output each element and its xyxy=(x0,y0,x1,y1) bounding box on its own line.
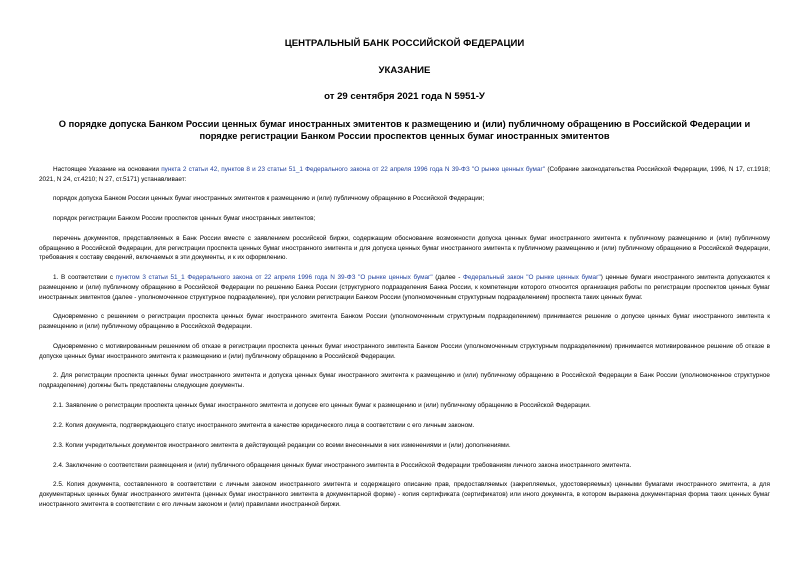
paragraph-2: 2. Для регистрации проспекта ценных бумаг иностранного эмитента и допуска ценных бумаг иностранного эмитента к размещению и (или) публичному обращению в Российской Федерации в Банк России (уполномоченное структурное подразделение) должны быть представлены следующие документы. xyxy=(39,372,770,389)
document-body xyxy=(39,165,770,509)
law-link[interactable]: пункта 2 статьи 42, пунктов 8 и 23 статьи 51_1 Федерального закона от 22 апреля 1996 года N 39-ФЗ "О рынке ценных бумаг" xyxy=(161,166,546,173)
paragraph-2-3: 2.3. Копии учредительных документов иностранного эмитента в действующей редакции со всеми внесенными в них изменениями и (или) дополнениями. xyxy=(53,441,511,449)
paragraph-2-5: 2.5. Копия документа, составленного в соответствии с личным законом иностранного эмитента и содержащего описание прав, предоставляемых (закрепляемых, удостоверяемых) ценными бумагами иностранного эмитента, а для документарных ценных бумаг иностранного эмитента (ценных бумаг иностранного эмитента в документарной форме) - копия сертификата (сертификатов) или иного документа, в котором выражена документарная форма таких ценных бумаг иностранного эмитента в соответствии с его личным законом и (или) правилами иностранной биржи. xyxy=(39,481,770,508)
document-date-number: от 29 сентября 2021 года N 5951-У xyxy=(324,91,485,102)
issuer-heading: ЦЕНТРАЛЬНЫЙ БАНК РОССИЙСКОЙ ФЕДЕРАЦИИ xyxy=(284,38,525,49)
paragraph-preamble xyxy=(39,165,770,184)
document-title: О порядке допуска Банком России ценных бумаг иностранных эмитентов к размещению и (или) публичному обращению в Российской Федерации и порядке регистрации Банком России проспектов ценных бумаг иностранных эмитентов xyxy=(58,119,751,141)
paragraph-2-4: 2.4. Заключение о соответствии размещения и (или) публичного обращения ценных бумаг иностранного эмитента в Российской Федерации требованиям личного закона иностранного эмитента. xyxy=(53,461,632,469)
law-article-link[interactable]: пунктом 3 статьи 51_1 Федерального закона от 22 апреля 1996 года N 39-ФЗ "О рынке ценных бумаг" xyxy=(115,274,433,282)
paragraph-scope-2: порядок регистрации Банком России проспектов ценных бумаг иностранных эмитентов; xyxy=(53,215,316,223)
paragraph-1-refusal: Одновременно с мотивированным решением об отказе в регистрации проспекта ценных бумаг иностранного эмитента Банком России (уполномоченным структурным подразделением) принимается мотивированное решение об отказе в допуске ценных бумаг иностранного эмитента к размещению и (или) публичному обращению в Российской Федерации. xyxy=(39,342,770,360)
document-type: УКАЗАНИЕ xyxy=(378,65,431,76)
paragraph-2-2: 2.2. Копия документа, подтверждающего статус иностранного эмитента в качестве юридического лица в соответствии с его личным законом. xyxy=(53,421,475,429)
paragraph-scope-1: порядок допуска Банком России ценных бумаг иностранных эмитентов к размещению и (или) публичному обращению в Российской Федерации; xyxy=(53,195,485,203)
paragraph-1-text: 1. В соответствии с xyxy=(53,274,116,282)
paragraph-1 xyxy=(39,273,770,302)
paragraph-1-text-mid: (далее - xyxy=(432,274,464,282)
paragraph-2-1: 2.1. Заявление о регистрации проспекта ценных бумаг иностранного эмитента и допуске его ценных бумаг к размещению и (или) публичному обращению в Российской Федерации. xyxy=(53,401,591,409)
paragraph-1-text-end: ) ценные бумаги иностранного эмитента допускаются к размещению и (или) публичному обращению в Российской Федерации по решению Банка России (структурного подразделения Банка России, к компетенции которого относится организация работы по регистрации проспектов ценных бумаг иностранных эмитентов (далее - уполномоченное структурное подразделение), при условии регистрации Банком России (уполномоченным структурным подразделением) проспекта таких ценных бумаг. xyxy=(39,274,771,301)
paragraph-1-decision: Одновременно с решением о регистрации проспекта ценных бумаг иностранного эмитента Банком России (уполномоченным структурным подразделением) принимается решение о допуске ценных бумаг иностранного эмитента к размещению и (или) публичному обращению в Российской Федерации. xyxy=(39,313,770,331)
preamble-text: Настоящее Указание на основании xyxy=(53,166,162,173)
law-short-link[interactable]: Федеральный закон "О рынке ценных бумаг" xyxy=(463,274,601,282)
preamble-text-end: (Собрание законодательства Российской Федерации, 1996, N 17, ст.1918; 2021, N 24, ст.4210; N 27, ст.5171) устанавливает: xyxy=(39,166,770,183)
paragraph-scope-3: перечень документов, представляемых в Банк России вместе с заявлением российской биржи, содержащим обоснование возможности допуска ценных бумаг иностранного эмитента к публичному размещению и (или) публичному обращению в Российской Федерации, для регистрации проспекта ценных бумаг иностранного эмитента и для допуска ценных бумаг иностранного эмитента к публичному размещению и (или) публичному обращению в Российской Федерации, требования к составу сведений, включаемых в эти документы, и к их оформлению. xyxy=(39,235,770,262)
